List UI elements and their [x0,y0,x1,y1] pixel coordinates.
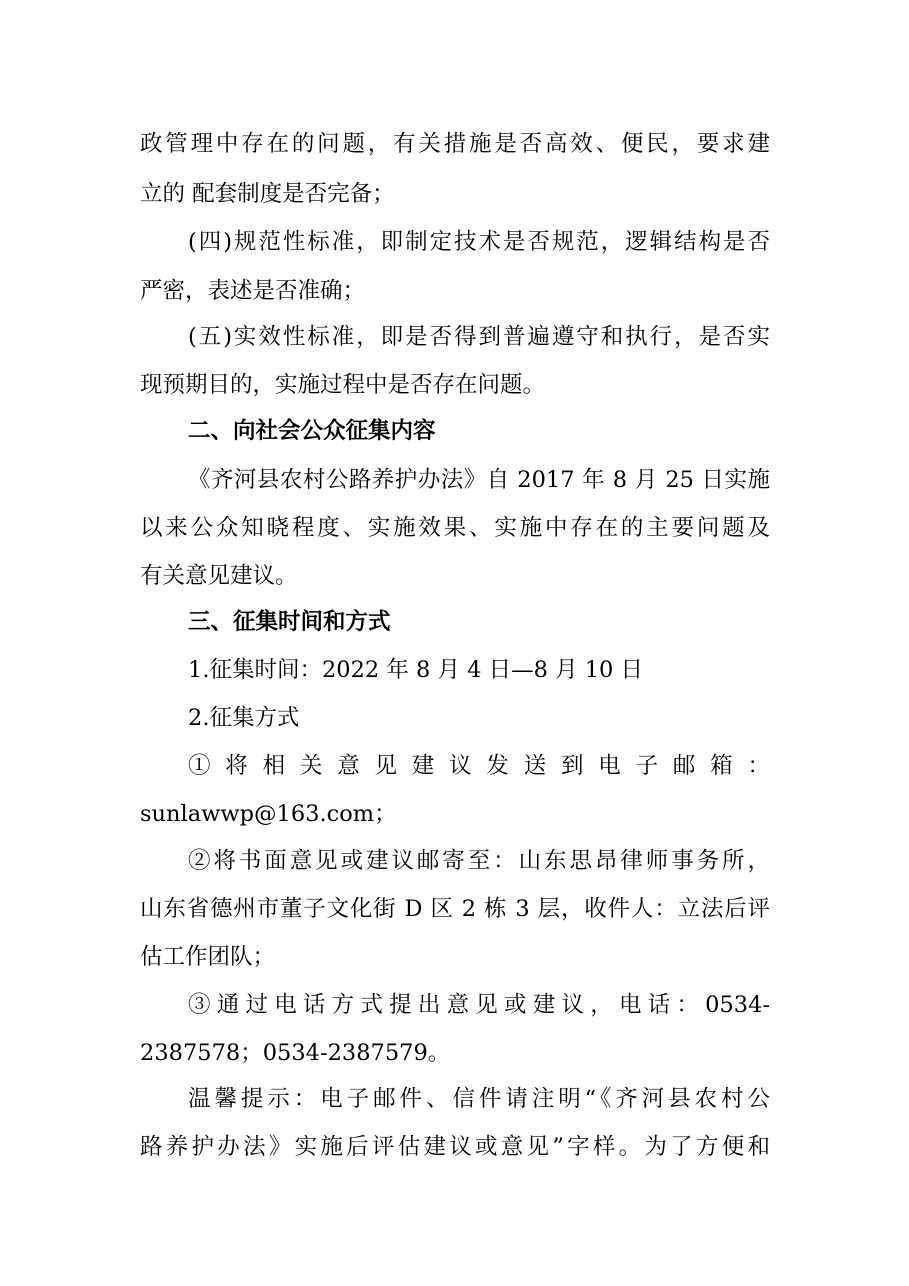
email-address: sunlawwp@163.com； [140,801,397,827]
body-line: ① 将 相 关 意 见 建 议 发 送 到 电 子 邮 箱 ： [188,753,770,779]
body-line: 严密，表述是否准确； [140,278,366,304]
body-line: 温馨提示：电子邮件、信件请注明“《齐河县农村公 [188,1086,770,1112]
body-line: (五)实效性标准，即是否得到普遍遵守和执行，是否实 [188,324,770,350]
body-line: 立的 配套制度是否完备； [140,181,395,207]
section-heading: 三、征集时间和方式 [188,609,391,635]
body-line: 现预期目的，实施过程中是否存在问题。 [140,372,546,398]
phone-numbers: 2387578；0534-2387579。 [140,1040,451,1066]
body-line: 以来公众知晓程度、实施效果、实施中存在的主要问题及 [140,515,770,541]
body-line: 有关意见建议。 [140,563,298,589]
body-line: 山东省德州市董子文化街 D 区 2 栋 3 层，收件人：立法后评 [140,896,770,922]
body-line: 2.征集方式 [188,705,300,731]
body-line: ③通过电话方式提出意见或建议，电话：0534- [188,992,770,1018]
body-line: 政管理中存在的问题，有关措施是否高效、便民，要求建 [140,131,770,157]
section-heading: 二、向社会公众征集内容 [188,418,436,444]
body-line: ②将书面意见或建议邮寄至：山东思昂律师事务所， [188,848,770,874]
body-line: 估工作团队； [140,944,276,970]
body-line: 1.征集时间：2022 年 8 月 4 日—8 月 10 日 [188,657,644,683]
body-line: 路养护办法》实施后评估建议或意见”字样。为了方便和 [140,1134,770,1160]
body-line: (四)规范性标准，即制定技术是否规范，逻辑结构是否 [188,229,770,255]
body-line: 《齐河县农村公路养护办法》自 2017 年 8 月 25 日实施 [188,467,770,493]
